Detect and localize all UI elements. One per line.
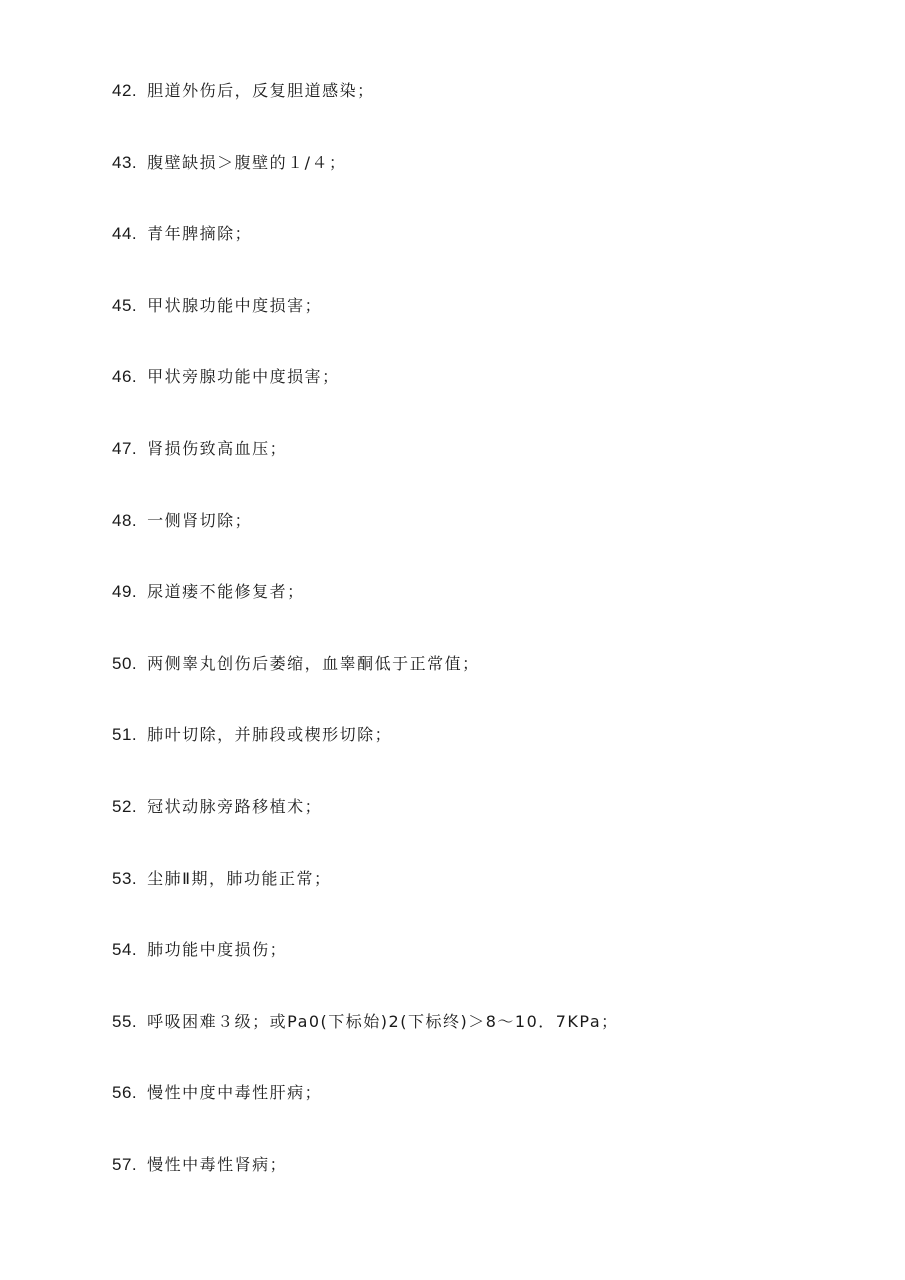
list-item bbox=[112, 580, 619, 652]
list-item bbox=[112, 938, 619, 1010]
list-item bbox=[112, 1153, 619, 1225]
item-text: 肾损伤致高血压； bbox=[147, 438, 288, 458]
item-number: 42. bbox=[112, 81, 138, 100]
item-text: 肺叶切除，并肺段或楔形切除； bbox=[147, 725, 393, 745]
list-item bbox=[112, 795, 619, 867]
list-item bbox=[112, 1010, 619, 1082]
list-item bbox=[112, 365, 619, 437]
item-number: 43. bbox=[112, 152, 138, 172]
item-text: 呼吸困难３级；或Pa0(下标始)2(下标终)＞8～10．7KPa； bbox=[147, 1011, 619, 1031]
item-number: 55. bbox=[112, 1011, 138, 1031]
item-text: 胆道外伤后，反复胆道感染； bbox=[147, 81, 375, 100]
item-text: 冠状动脉旁路移植术； bbox=[147, 796, 323, 816]
item-text: 两侧睾丸创伤后萎缩，血睾酮低于正常值； bbox=[147, 653, 480, 673]
item-number: 49. bbox=[112, 582, 138, 602]
item-text: 慢性中度中毒性肝病； bbox=[147, 1083, 323, 1103]
item-number: 48. bbox=[112, 510, 138, 530]
list-item bbox=[112, 652, 619, 724]
item-number: 45. bbox=[112, 295, 138, 315]
list-item bbox=[112, 79, 619, 151]
item-number: 46. bbox=[112, 367, 138, 387]
item-text: 一侧肾切除； bbox=[147, 510, 253, 530]
list-item bbox=[112, 294, 619, 366]
item-text: 尿道瘘不能修复者； bbox=[147, 582, 305, 602]
item-text: 尘肺Ⅱ期，肺功能正常； bbox=[147, 868, 332, 888]
item-text: 青年脾摘除； bbox=[147, 224, 253, 244]
item-number: 52. bbox=[112, 796, 138, 816]
item-number: 54. bbox=[112, 940, 138, 960]
item-number: 57. bbox=[112, 1154, 138, 1174]
item-text: 慢性中毒性肾病； bbox=[147, 1154, 288, 1174]
item-number: 44. bbox=[112, 224, 138, 244]
list-item bbox=[112, 222, 619, 294]
item-number: 53. bbox=[112, 868, 138, 888]
list-item bbox=[112, 723, 619, 795]
item-number: 56. bbox=[112, 1083, 138, 1103]
item-number: 47. bbox=[112, 438, 138, 458]
list-item bbox=[112, 437, 619, 509]
item-list bbox=[112, 79, 619, 1225]
item-text: 甲状腺功能中度损害； bbox=[147, 295, 323, 315]
list-item bbox=[112, 1081, 619, 1153]
list-item bbox=[112, 509, 619, 581]
list-item bbox=[112, 867, 619, 939]
item-text: 肺功能中度损伤； bbox=[147, 940, 288, 960]
item-number: 51. bbox=[112, 725, 138, 745]
item-text: 甲状旁腺功能中度损害； bbox=[147, 367, 340, 387]
item-text: 腹壁缺损＞腹壁的１/４； bbox=[147, 152, 347, 172]
item-number: 50. bbox=[112, 653, 138, 673]
list-item bbox=[112, 151, 619, 223]
